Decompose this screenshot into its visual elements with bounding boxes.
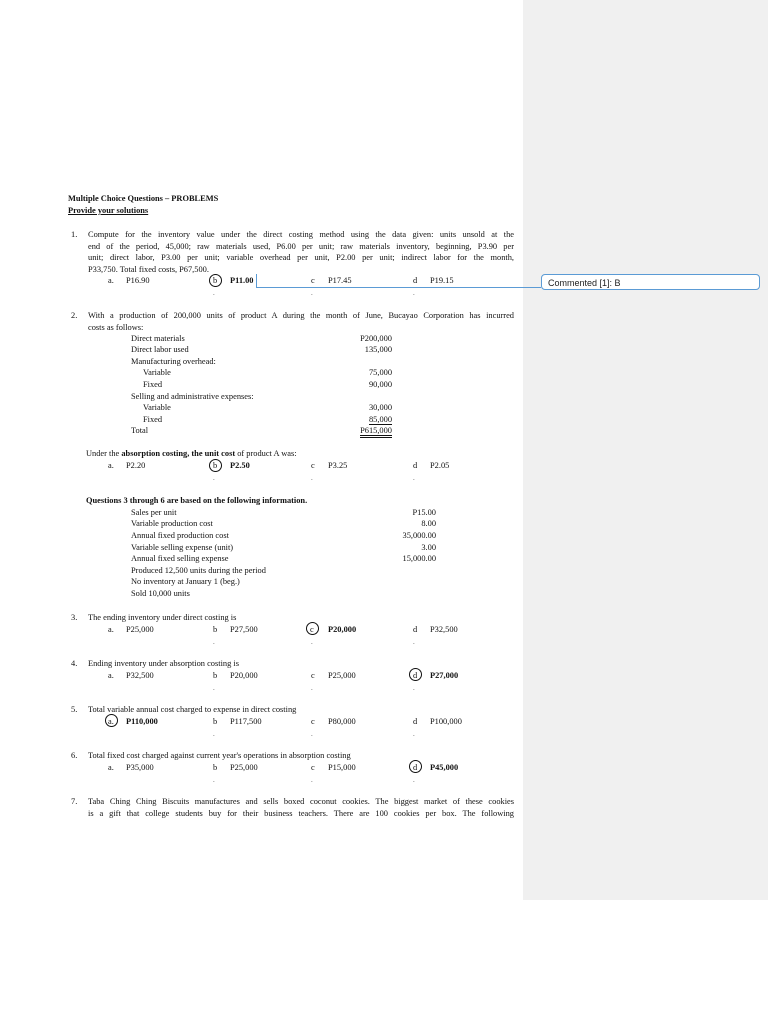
q6-choice-c-letter: c	[311, 763, 315, 772]
q1-choice-d-letter: d	[413, 276, 418, 285]
q5-choice-d-value: P100,000	[430, 717, 462, 726]
q4-choice-a-value: P32,500	[126, 671, 154, 680]
q3-choice-c-letter: c	[310, 625, 314, 634]
q3-choice-d-letter: d	[413, 625, 418, 634]
q1-choice-d-value: P19.15	[430, 276, 454, 285]
q7-text	[88, 796, 514, 819]
dot-marker: .	[213, 776, 215, 784]
cost-item-label: Direct labor used	[131, 345, 189, 354]
dot-marker: .	[311, 474, 313, 482]
cost-item-amount: 75,000	[368, 368, 392, 377]
q4-text: Ending inventory under absorption costing is	[88, 659, 239, 668]
dot-marker: .	[311, 684, 313, 692]
cost-item-label: Variable	[143, 368, 171, 377]
dot-marker: .	[213, 684, 215, 692]
q6-choice-d-letter: d	[413, 763, 418, 772]
q7-line-2: is a gift that college students buy for their business teachers. There are 100 cookies per box. The following	[88, 808, 514, 818]
cost-item-label: Total	[131, 426, 149, 435]
cost-item-amount: 135,000	[364, 345, 392, 354]
q6-choice-a-letter: a.	[108, 763, 114, 772]
info-row-label: No inventory at January 1 (beg.)	[131, 577, 240, 586]
q5-choice-b-value: P117,500	[230, 717, 262, 726]
comment-connector-line	[256, 287, 541, 288]
cost-item-amount: 30,000	[368, 403, 392, 412]
q2-question: Under the absorption costing, the unit cost of product A was:	[86, 449, 297, 458]
q2-text	[88, 310, 514, 333]
dot-marker: .	[311, 776, 313, 784]
q4-choice-d-value: P27,000	[430, 671, 459, 680]
q2-choice-d-letter: d	[413, 461, 418, 470]
q3-text: The ending inventory under direct costing is	[88, 613, 237, 622]
q7-line-1: Taba Ching Ching Biscuits manufactures and sells boxed coconut cookies. The biggest market of these cookies	[88, 797, 514, 806]
info-row-amount: 35,000.00	[402, 531, 436, 540]
q5-choice-c-value: P80,000	[328, 717, 356, 726]
q1-text	[88, 229, 514, 275]
cost-item-label: Fixed	[143, 380, 163, 389]
q6-choice-c-value: P15,000	[328, 763, 356, 772]
q4-choice-b-letter: b	[213, 671, 218, 680]
q4-choice-c-letter: c	[311, 671, 315, 680]
cost-item-amount: 85,000	[368, 415, 392, 424]
dot-marker: .	[213, 730, 215, 738]
cost-item-label: Direct materials	[131, 334, 185, 343]
info-row-amount: P15.00	[412, 508, 436, 517]
comment-anchor-line	[256, 274, 257, 288]
q4-choice-d-letter: d	[413, 671, 418, 680]
q1-line-4: P33,750. Total fixed costs, P67,500.	[88, 264, 209, 274]
q6-choice-b-letter: b	[213, 763, 218, 772]
q1-choice-a-value: P16.90	[126, 276, 150, 285]
dot-marker: .	[413, 684, 415, 692]
q2-choice-c-letter: c	[311, 461, 315, 470]
q3-choice-a-value: P25,000	[126, 625, 154, 634]
q1-choice-b-letter: b	[213, 276, 218, 285]
info-row-amount: 15,000.00	[402, 554, 436, 563]
q5-choice-a-letter: a.	[108, 717, 114, 726]
q3-choice-b-value: P27,500	[230, 625, 258, 634]
q1-choice-c-letter: c	[311, 276, 315, 285]
q1-choice-a-letter: a.	[108, 276, 114, 285]
q3-choice-d-value: P32,500	[430, 625, 458, 634]
q6-number: 6.	[71, 751, 78, 760]
cost-item-label: Fixed	[143, 415, 163, 424]
q5-choice-a-value: P110,000	[126, 717, 158, 726]
comment-balloon[interactable]: Commented [1]: B	[541, 274, 760, 290]
q3-choice-c-value: P20,000	[328, 625, 357, 634]
q2-choice-c-value: P3.25	[328, 461, 348, 470]
info-row-amount: 3.00	[421, 543, 436, 552]
dot-marker: .	[413, 474, 415, 482]
cost-item-label: Manufacturing overhead:	[131, 357, 216, 366]
cost-item-total: P615,000	[330, 425, 392, 437]
q6-choice-d-value: P45,000	[430, 763, 459, 772]
q4-number: 4.	[71, 659, 78, 668]
info-row-amount: 8.00	[421, 519, 436, 528]
q2-number: 2.	[71, 311, 78, 320]
dot-marker: .	[311, 730, 313, 738]
q1-choice-c-value: P17.45	[328, 276, 352, 285]
info-row-label: Annual fixed production cost	[131, 531, 229, 540]
dot-marker: .	[213, 474, 215, 482]
q3-choice-b-letter: b	[213, 625, 218, 634]
q3-choice-a-letter: a.	[108, 625, 114, 634]
q1-choice-b-value: P11.00	[230, 276, 254, 285]
heading-subtitle: Provide your solutions	[68, 206, 149, 215]
dot-marker: .	[311, 638, 313, 646]
q6-choice-b-value: P25,000	[230, 763, 258, 772]
dot-marker: .	[413, 638, 415, 646]
q2-line-1: With a production of 200,000 units of product A during the month of June, Bucayao Corporation has incurred	[88, 311, 514, 320]
q1-line-2: end of the period, 45,000; raw materials used, P6.00 per unit; raw materials inventory, beginning, P3.90 per	[88, 241, 514, 251]
q4-choice-b-value: P20,000	[230, 671, 258, 680]
dot-marker: .	[413, 730, 415, 738]
info-row-label: Sales per unit	[131, 508, 177, 517]
q5-choice-c-letter: c	[311, 717, 315, 726]
cost-item-amount: P200,000	[360, 334, 392, 343]
q1-line-3: unit; direct labor, P3.00 per unit; variable overhead per unit, P2.00 per unit; indirect labor for the month,	[88, 253, 514, 262]
q2-choice-b-value: P2.50	[230, 461, 250, 470]
info-row-label: Sold 10,000 units	[131, 589, 190, 598]
q2-choice-b-letter: b	[213, 461, 218, 470]
q6-text: Total fixed cost charged against current year's operations in absorption costing	[88, 751, 351, 760]
q4-choice-a-letter: a.	[108, 671, 114, 680]
dot-marker: .	[413, 776, 415, 784]
q2-line-2: costs as follows:	[88, 322, 144, 332]
info-row-label: Variable production cost	[131, 519, 213, 528]
dot-marker: .	[213, 289, 215, 297]
info-row-label: Variable selling expense (unit)	[131, 543, 234, 552]
q3-number: 3.	[71, 613, 78, 622]
q5-text: Total variable annual cost charged to expense in direct costing	[88, 705, 297, 714]
q1-number: 1.	[71, 230, 78, 239]
cost-item-label: Variable	[143, 403, 171, 412]
dot-marker: .	[311, 289, 313, 297]
q5-number: 5.	[71, 705, 78, 714]
q2-choice-d-value: P2.05	[430, 461, 450, 470]
q7-number: 7.	[71, 797, 78, 806]
dot-marker: .	[413, 289, 415, 297]
q2-choice-a-value: P2.20	[126, 461, 146, 470]
heading-title: Multiple Choice Questions – PROBLEMS	[68, 194, 219, 203]
q6-choice-a-value: P35,000	[126, 763, 154, 772]
info-row-label: Produced 12,500 units during the period	[131, 566, 266, 575]
q5-choice-b-letter: b	[213, 717, 218, 726]
q4-choice-c-value: P25,000	[328, 671, 356, 680]
q5-choice-d-letter: d	[413, 717, 418, 726]
cost-item-amount: 90,000	[368, 380, 392, 389]
info-row-label: Annual fixed selling expense	[131, 554, 229, 563]
info-title: Questions 3 through 6 are based on the following information.	[86, 496, 308, 505]
q2-choice-a-letter: a.	[108, 461, 114, 470]
comment-margin-pane	[523, 0, 768, 900]
dot-marker: .	[213, 638, 215, 646]
q1-line-1: Compute for the inventory value under the direct costing method using the data given: units unsold at the	[88, 230, 514, 239]
cost-item-label: Selling and administrative expenses:	[131, 392, 254, 401]
